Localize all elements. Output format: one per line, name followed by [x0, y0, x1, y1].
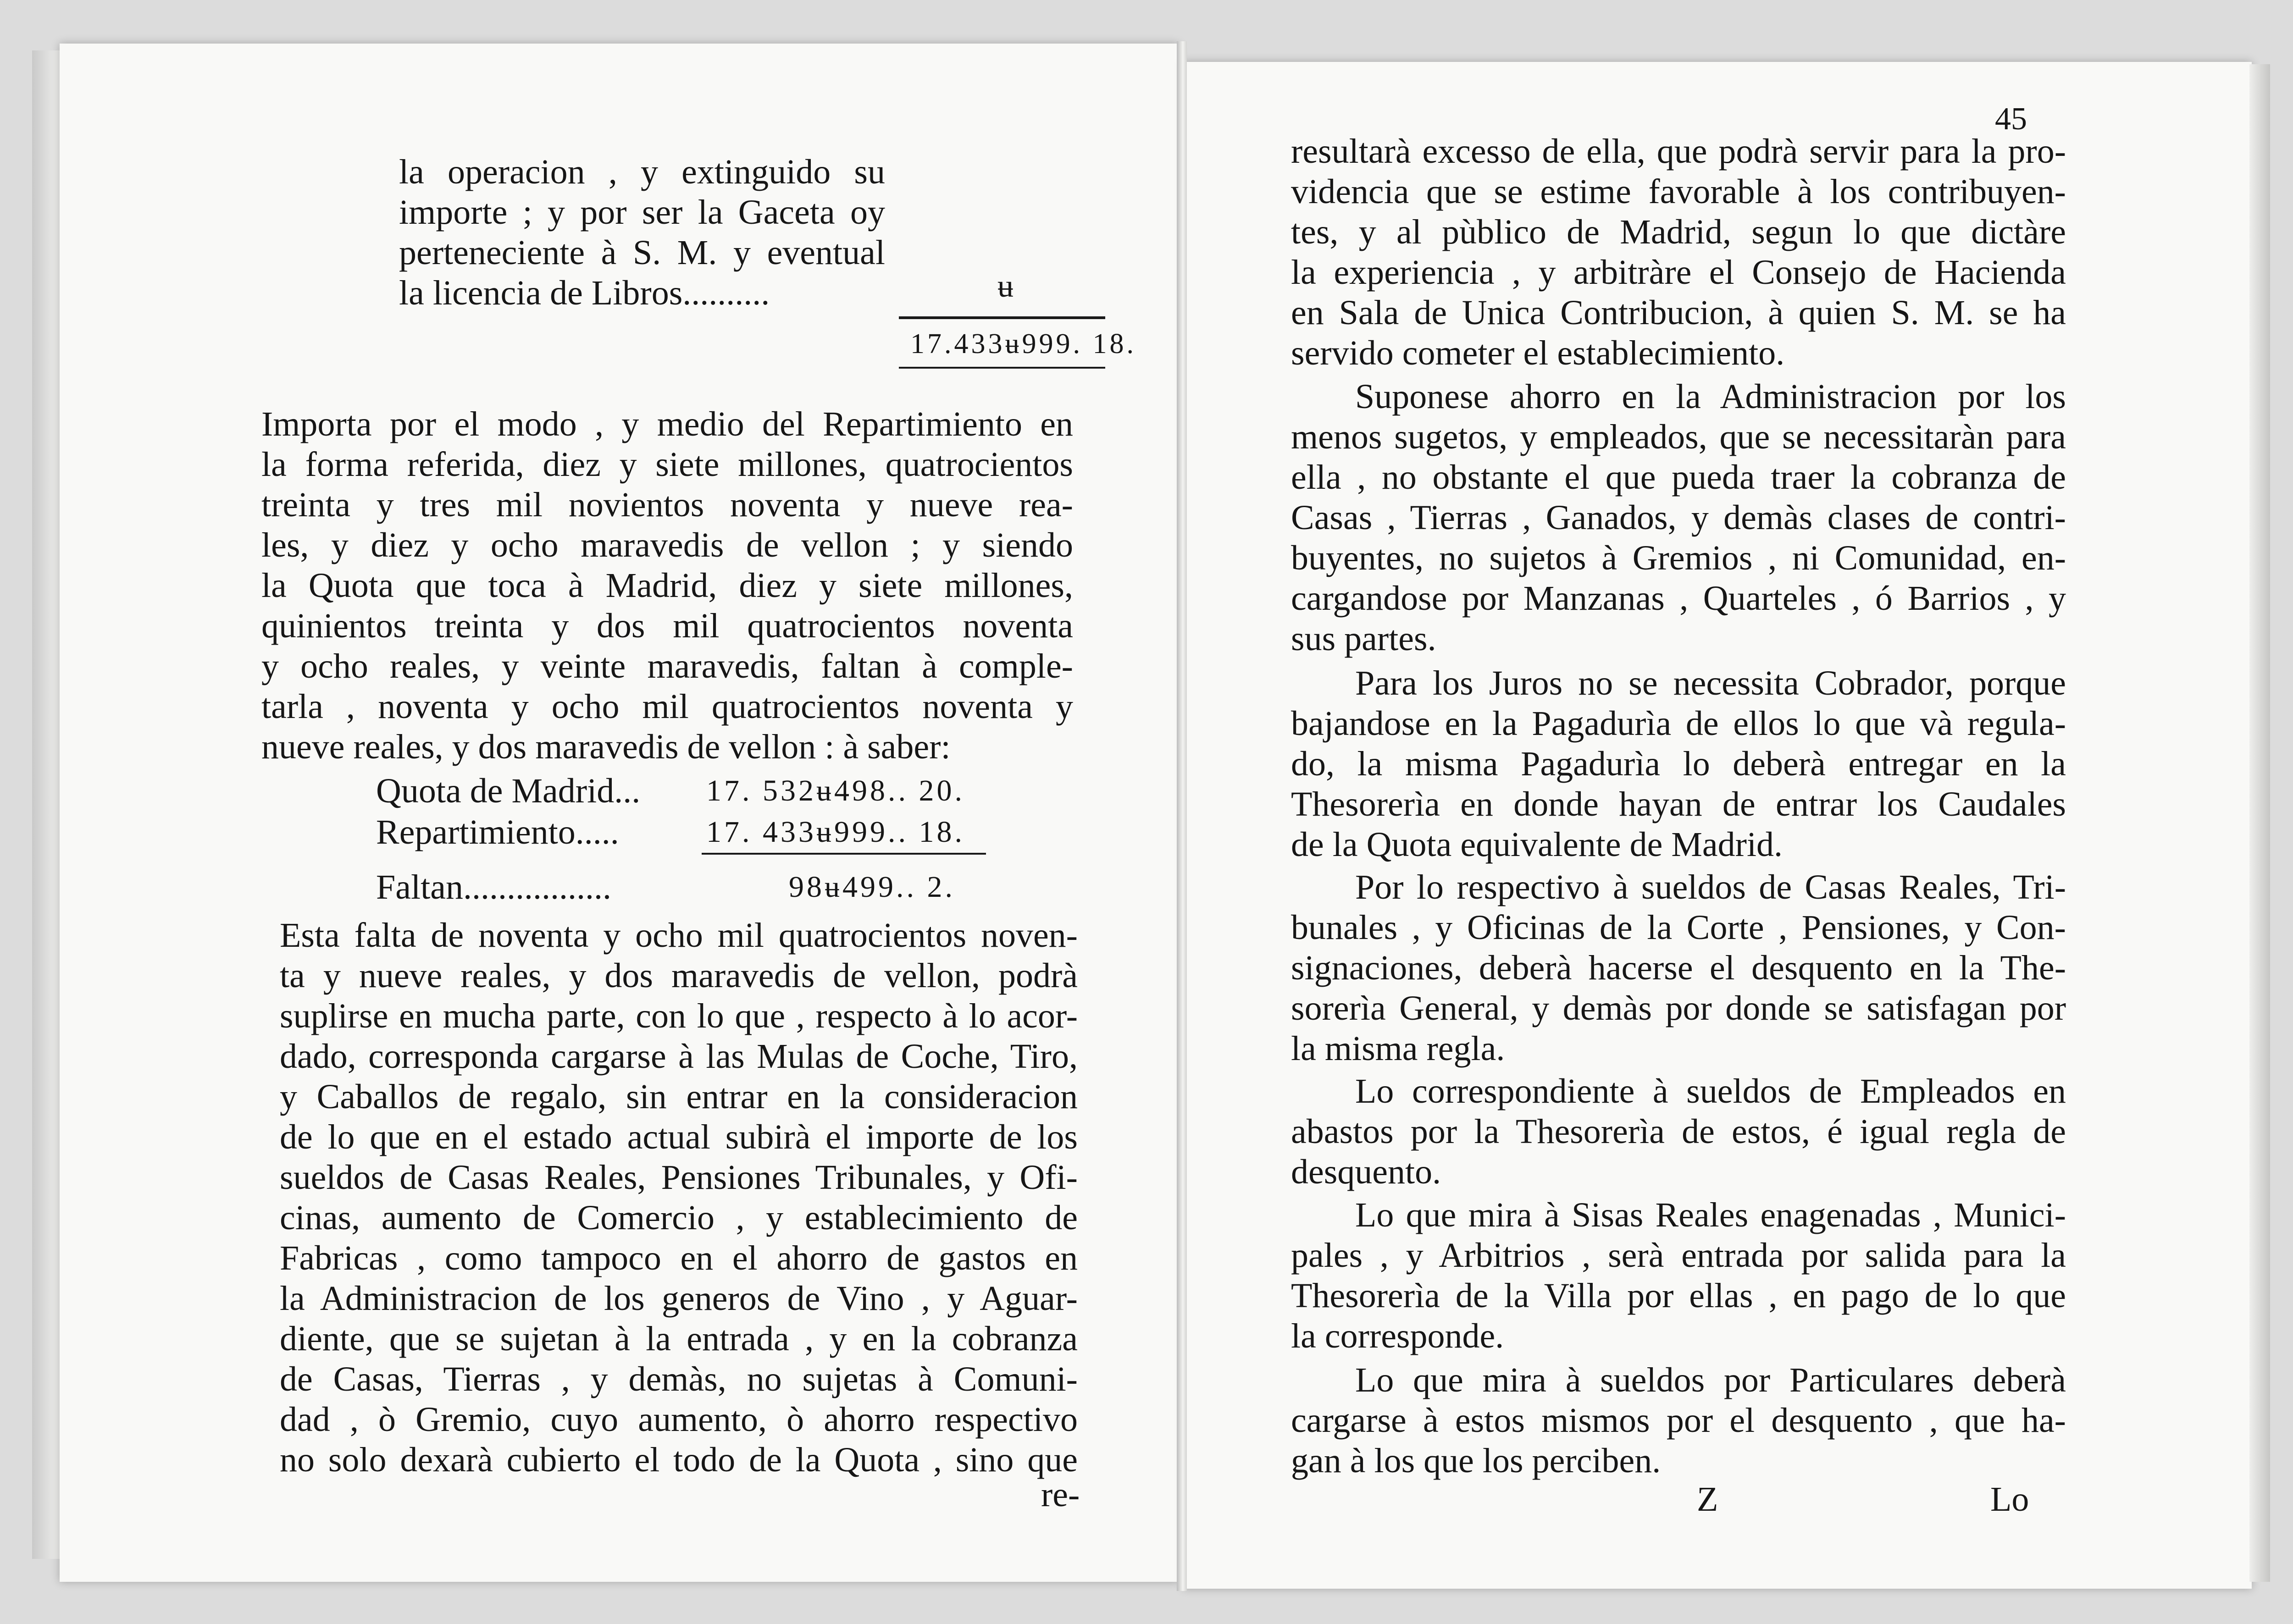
account-label: Repartimiento.....	[376, 813, 619, 851]
signature-mark: Z	[1697, 1480, 1718, 1519]
book-spine	[1177, 41, 1187, 1591]
text-line: Suponese ahorro en la Administracion por los	[1355, 377, 2066, 416]
text-line: cargandose por Manzanas , Quarteles , ó Barrios , y	[1291, 579, 2066, 618]
text-line: sus partes.	[1291, 619, 1436, 658]
text-line: desquento.	[1291, 1153, 1441, 1191]
text-line: Importa por el modo , y medio del Repartimiento en	[261, 405, 1073, 443]
shortfall-label: Faltan.................	[376, 868, 611, 906]
text-line: la misma regla.	[1291, 1029, 1505, 1068]
sum-rule	[899, 367, 1105, 369]
total-figure: 17.433ʉ999. 18.	[910, 328, 1136, 359]
text-line: treinta y tres mil novientos noventa y nueve rea-	[261, 486, 1073, 524]
text-line: ta y nueve reales, y dos maravedis de vellon, podrà	[280, 956, 1078, 995]
text-line: menos sugetos, y empleados, que se necessitaràn para	[1291, 418, 2066, 456]
text-line: Thesorerìa en donde hayan de entrar los Caudales	[1291, 785, 2066, 823]
text-line: sueldos de Casas Reales, Pensiones Tribunales, y Ofi-	[280, 1158, 1078, 1197]
text-line: importe ; y por ser la Gaceta oy	[399, 193, 885, 232]
text-line: dad , ò Gremio, cuyo aumento, ò ahorro respectivo	[280, 1400, 1078, 1439]
sum-rule	[899, 316, 1105, 319]
text-line: la Quota que toca à Madrid, diez y siete millones,	[261, 566, 1073, 605]
text-line: Lo que mira à sueldos por Particulares deberà	[1355, 1361, 2066, 1399]
text-line: tarla , noventa y ocho mil quatrocientos noventa y	[261, 687, 1073, 726]
text-line: gan à los que los perciben.	[1291, 1442, 1661, 1480]
text-line: Esta falta de noventa y ocho mil quatrocientos noven-	[280, 916, 1078, 955]
text-line: Para los Juros no se necessita Cobrador, porque	[1355, 664, 2066, 702]
catchword: re-	[1041, 1475, 1080, 1514]
text-line: buyentes, no sujetos à Gremios , ni Comunidad, en-	[1291, 539, 2066, 577]
text-line: la corresponde.	[1291, 1317, 1504, 1355]
account-label: Quota de Madrid...	[376, 772, 641, 810]
text-line: no solo dexarà cubierto el todo de la Quota , sino que	[280, 1441, 1078, 1479]
text-line: suplirse en mucha parte, con lo que , respecto à lo acor-	[280, 997, 1078, 1035]
text-line: Thesorerìa de la Villa por ellas , en pago de lo que	[1291, 1276, 2066, 1315]
text-line: diente, que se sujetan à la entrada , y en la cobranza	[280, 1320, 1078, 1358]
text-line: de la Quota equivalente de Madrid.	[1291, 825, 1783, 864]
text-line: en Sala de Unica Contribucion, à quien S. M. se ha	[1291, 293, 2066, 332]
text-line: la licencia de Libros..........	[399, 274, 770, 312]
page-edge-right	[2249, 64, 2270, 1582]
text-line: cargarse à estos mismos por el desquento , que ha-	[1291, 1401, 2066, 1440]
text-line: bajandose en la Pagadurìa de ellos lo que và regula-	[1291, 704, 2066, 743]
text-line: perteneciente à S. M. y eventual	[399, 233, 885, 272]
text-line: videncia que se estime favorable à los contribuyen-	[1291, 172, 2066, 211]
text-line: do, la misma Pagadurìa lo deberà entregar en la	[1291, 745, 2066, 783]
text-line: Fabricas , como tampoco en el ahorro de gastos en	[280, 1239, 1078, 1277]
page-number: 45	[1995, 101, 2027, 137]
text-line: y Caballos de regalo, sin entrar en la consideracion	[280, 1077, 1078, 1116]
text-line: bunales , y Oficinas de la Corte , Pensiones, y Con-	[1291, 908, 2066, 947]
marker-symbol: ʉ	[997, 269, 1014, 304]
text-line: de Casas, Tierras , y demàs, no sujetas à Comuni-	[280, 1360, 1078, 1398]
catchword: Lo	[1990, 1480, 2029, 1519]
text-line: ella , no obstante el que pueda traer la cobranza de	[1291, 458, 2066, 497]
shortfall-value: 98ʉ499.. 2.	[789, 870, 955, 904]
text-line: de lo que en el estado actual subirà el importe de los	[280, 1118, 1078, 1156]
text-line: les, y diez y ocho maravedis de vellon ; y siendo	[261, 526, 1073, 564]
text-line: cinas, aumento de Comercio , y establecimiento de	[280, 1199, 1078, 1237]
text-line: la operacion , y extinguido su	[399, 153, 885, 191]
text-line: la experiencia , y arbitràre el Consejo de Hacienda	[1291, 253, 2066, 292]
text-line: sorerìa General, y demàs por donde se satisfagan por	[1291, 989, 2066, 1027]
text-line: tes, y al pùblico de Madrid, segun lo que dictàre	[1291, 213, 2066, 251]
account-value: 17. 532ʉ498.. 20.	[706, 774, 965, 807]
account-value: 17. 433ʉ999.. 18.	[706, 815, 965, 849]
text-line: signaciones, deberà hacerse el desquento en la The-	[1291, 949, 2066, 987]
text-line: la forma referida, diez y siete millones, quatrocientos	[261, 445, 1073, 484]
page-edge-left	[32, 50, 60, 1559]
text-line: pales , y Arbitrios , serà entrada por salida para la	[1291, 1236, 2066, 1275]
text-line: dado, corresponda cargarse à las Mulas de Coche, Tiro,	[280, 1037, 1078, 1076]
text-line: abastos por la Thesorerìa de estos, é igual regla de	[1291, 1112, 2066, 1151]
sum-rule	[702, 853, 986, 855]
text-line: Lo que mira à Sisas Reales enagenadas , Munici-	[1355, 1196, 2066, 1234]
text-line: Casas , Tierras , Ganados, y demàs clases de contri-	[1291, 498, 2066, 537]
text-line: nueve reales, y dos maravedis de vellon : à saber:	[261, 728, 951, 766]
text-line: resultarà excesso de ella, que podrà servir para la pro-	[1291, 132, 2066, 171]
text-line: y ocho reales, y veinte maravedis, faltan à comple-	[261, 647, 1073, 685]
text-line: servido cometer el establecimiento.	[1291, 334, 1785, 372]
text-line: la Administracion de los generos de Vino , y Aguar-	[280, 1279, 1078, 1318]
text-line: quinientos treinta y dos mil quatrocientos noventa	[261, 607, 1073, 645]
text-line: Lo correspondiente à sueldos de Empleados en	[1355, 1072, 2066, 1110]
text-line: Por lo respectivo à sueldos de Casas Reales, Tri-	[1355, 868, 2066, 906]
